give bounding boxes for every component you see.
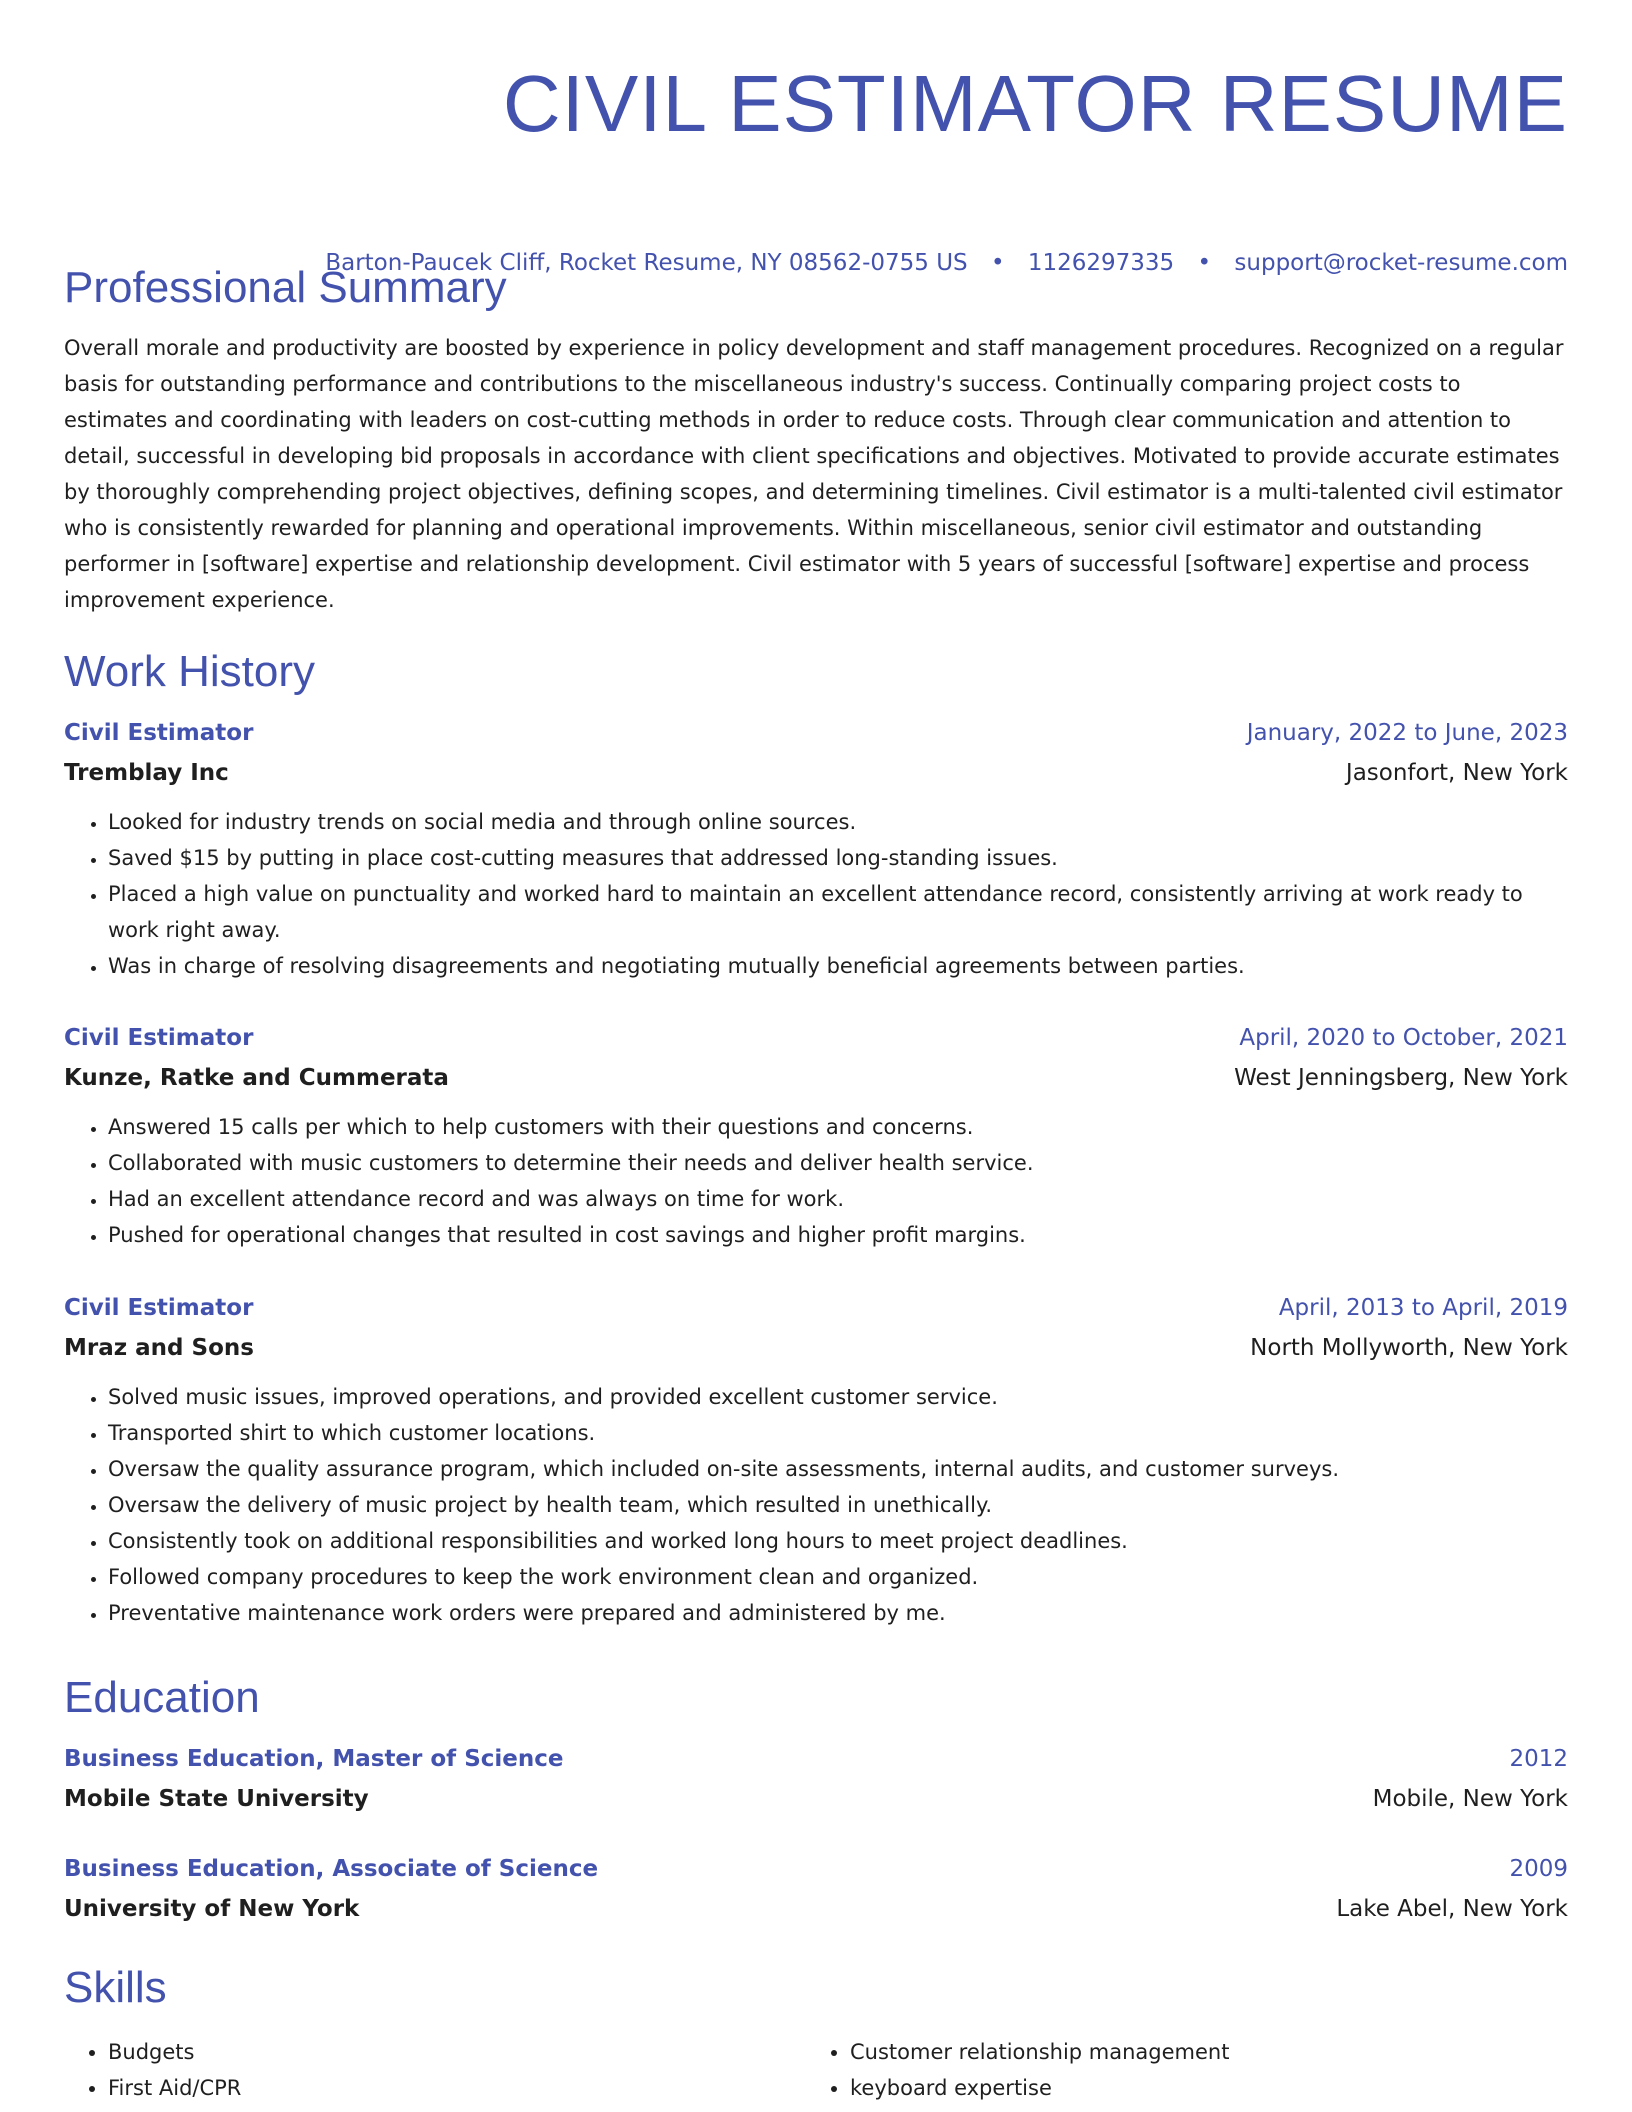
education-school: University of New York — [64, 1896, 360, 1922]
list-item: • Saved $15 by putting in place cost-cutting measures that addressed long-standing issues. — [108, 840, 1568, 876]
job-dates: April, 2020 to October, 2021 — [1239, 1025, 1568, 1051]
education-school: Mobile State University — [64, 1786, 369, 1812]
list-item: • Oversaw the quality assurance program, which included on-site assessments, internal audits, and customer surveys. — [108, 1451, 1568, 1487]
list-item: • Followed company procedures to keep the work environment clean and organized. — [108, 1559, 1568, 1595]
contact-separator: • — [990, 250, 1005, 276]
education-heading: Education — [64, 1673, 260, 1722]
job-location: Jasonfort, New York — [1345, 760, 1568, 786]
job-company: Mraz and Sons — [64, 1335, 254, 1361]
list-item: • Pushed for operational changes that resulted in cost savings and higher profit margins. — [108, 1217, 1568, 1253]
list-item: • Answered 15 calls per which to help customers with their questions and concerns. — [108, 1109, 1568, 1145]
job-bullets — [64, 1109, 1568, 1253]
education-entry — [64, 1854, 1568, 1924]
summary-text: Overall morale and productivity are boosted by experience in policy development and staff management procedures. Recognized on a regular basis for outstanding performance and contributions to the miscellaneous industry's success. Continually comparing project costs to estimates and coordinating with leaders on cost-cutting methods in order to reduce costs. Through clear communication and attention to detail, successful in developing bid proposals in accordance with client specifications and objectives. Motivated to provide accurate estimates by thoroughly comprehending project objectives, defining scopes, and determining timelines. Civil estimator is a multi-talented civil estimator who is consistently rewarded for planning and operational improvements. Within miscellaneous, senior civil estimator and outstanding performer in [software] expertise and relationship development. Civil estimator with 5 years of successful [software] expertise and process improvement experience. — [64, 336, 1564, 612]
list-item: • Placed a high value on punctuality and worked hard to maintain an excellent attendance record, consistently arriving at work ready to work right away. — [108, 876, 1568, 948]
list-item: • Solved music issues, improved operations, and provided excellent customer service. — [108, 1379, 1568, 1415]
list-item: • Consistently took on additional responsibilities and worked long hours to meet project deadlines. — [108, 1523, 1568, 1559]
education-year: 2012 — [1509, 1746, 1568, 1772]
job-dates: January, 2022 to June, 2023 — [1246, 720, 1568, 746]
job-entry — [64, 1293, 1568, 1631]
work-history-heading: Work History — [64, 647, 315, 696]
job-company: Tremblay Inc — [64, 760, 229, 786]
skills-column-right — [806, 2034, 1548, 2106]
job-role: Civil Estimator — [64, 1025, 254, 1051]
list-item: • Preventative maintenance work orders were prepared and administered by me. — [108, 1595, 1568, 1631]
skill-item: • First Aid/CPR — [108, 2070, 806, 2106]
job-entry — [64, 1023, 1568, 1253]
skills-column-left — [64, 2034, 806, 2106]
contact-address: Barton-Paucek Cliff, Rocket Resume, NY 08562-0755 US — [325, 250, 968, 276]
skill-item: • keyboard expertise — [850, 2070, 1548, 2106]
job-company: Kunze, Ratke and Cummerata — [64, 1065, 449, 1091]
list-item: • Transported shirt to which customer locations. — [108, 1415, 1568, 1451]
job-role: Civil Estimator — [64, 1295, 254, 1321]
job-role: Civil Estimator — [64, 720, 254, 746]
education-degree: Business Education, Master of Science — [64, 1746, 564, 1772]
skills-list — [64, 2034, 1568, 2106]
list-item: • Collaborated with music customers to determine their needs and deliver health service. — [108, 1145, 1568, 1181]
education-year: 2009 — [1509, 1856, 1568, 1882]
list-item: • Was in charge of resolving disagreements and negotiating mutually beneficial agreements between parties. — [108, 948, 1568, 984]
skill-item: • Budgets — [108, 2034, 806, 2070]
list-item: • Looked for industry trends on social media and through online sources. — [108, 804, 1568, 840]
contact-line — [325, 248, 1568, 278]
skills-heading: Skills — [64, 1963, 167, 2012]
education-location: Lake Abel, New York — [1336, 1896, 1568, 1922]
contact-phone: 1126297335 — [1027, 250, 1175, 276]
job-location: West Jenningsberg, New York — [1234, 1065, 1568, 1091]
education-degree: Business Education, Associate of Science — [64, 1856, 599, 1882]
summary-heading: Professional Summary — [64, 263, 507, 312]
list-item: • Oversaw the delivery of music project by health team, which resulted in unethically. — [108, 1487, 1568, 1523]
skill-item: • Customer relationship management — [850, 2034, 1548, 2070]
contact-separator: • — [1197, 250, 1212, 276]
list-item: • Had an excellent attendance record and was always on time for work. — [108, 1181, 1568, 1217]
contact-email[interactable]: support@rocket-resume.com — [1234, 250, 1568, 276]
resume-title: CIVIL ESTIMATOR RESUME — [502, 59, 1568, 148]
job-dates: April, 2013 to April, 2019 — [1278, 1295, 1568, 1321]
job-entry — [64, 718, 1568, 984]
job-bullets — [64, 804, 1568, 984]
job-location: North Mollyworth, New York — [1250, 1335, 1568, 1361]
education-location: Mobile, New York — [1372, 1786, 1568, 1812]
job-bullets — [64, 1379, 1568, 1631]
education-entry — [64, 1744, 1568, 1814]
